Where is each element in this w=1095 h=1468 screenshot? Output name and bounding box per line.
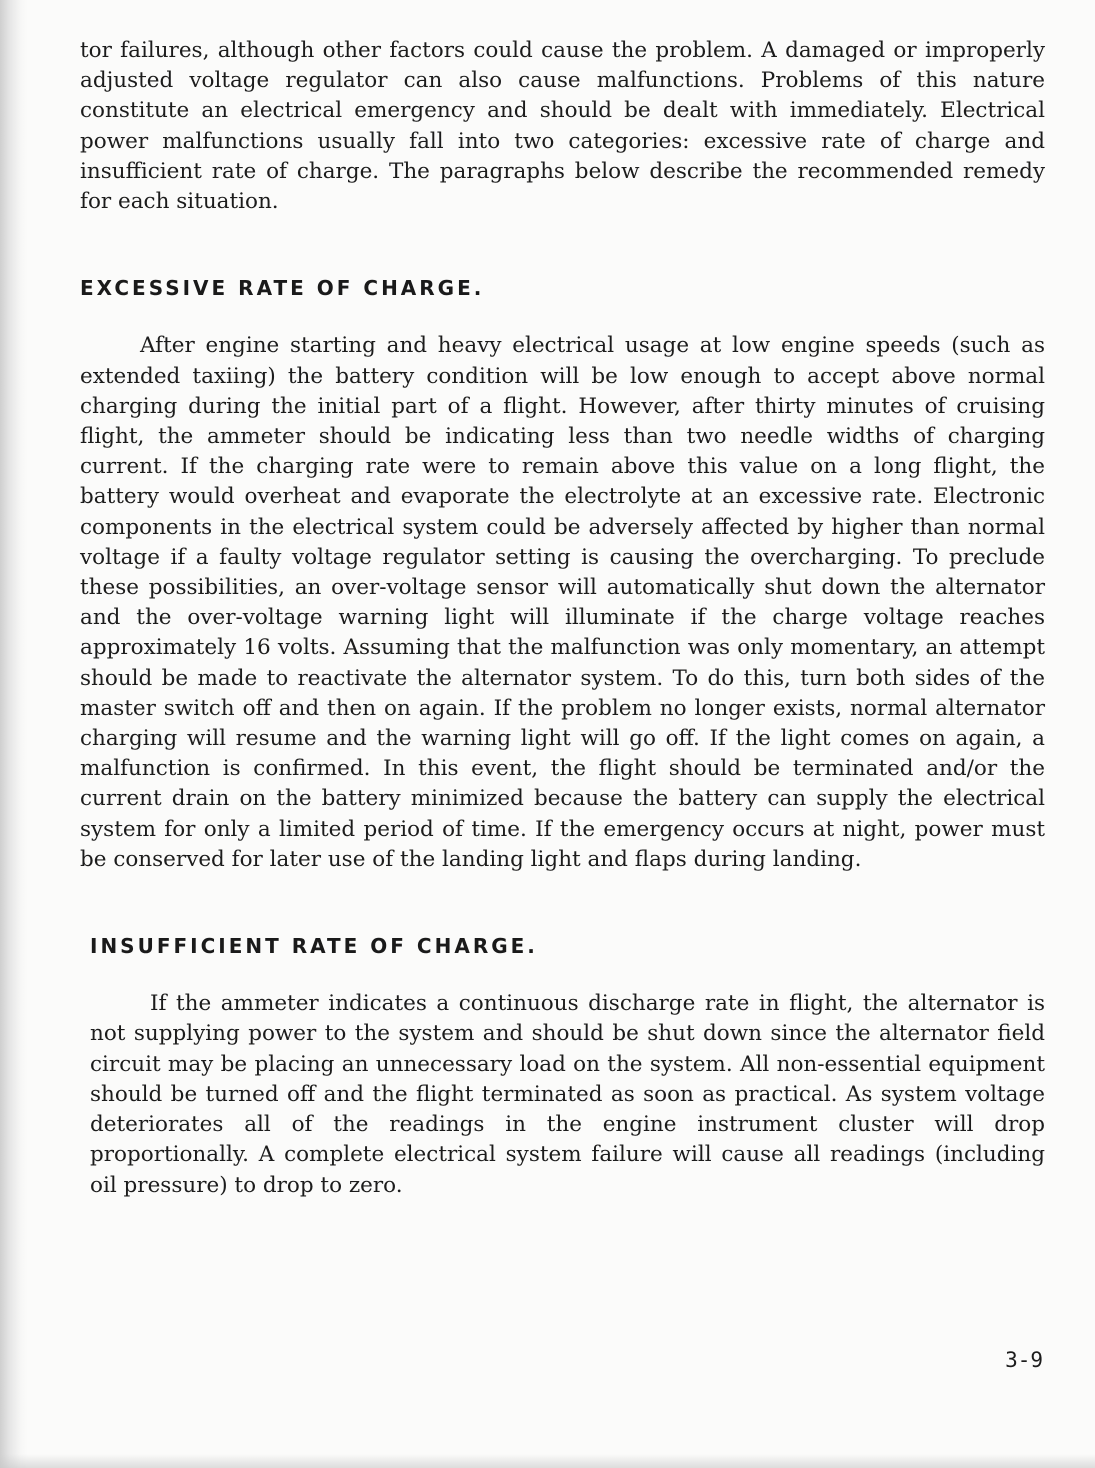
insufficient-charge-paragraph: If the ammeter indicates a continuous discharge rate in flight, the alternator is not supplying power to the system and should be shut down since the alternator field circuit may be placing an unnecessary load on the system. All non-essential equipment should be turned off and the flight terminated as soon as practical. As system voltage deteriorates all of the readings in the engine instrument cluster will drop proportionally. A complete electrical system failure will cause all readings (including oil pressure) to drop to zero. <box>90 991 1045 1198</box>
bottom-edge-shadow <box>0 1454 1095 1468</box>
page-number: 3-9 <box>1005 1348 1043 1372</box>
intro-paragraph: tor failures, although other factors could cause the problem. A damaged or improperly adjusted voltage regulator can also cause malfunctions. Problems of this nature constitute an electrical emergency and should be dealt with immediately. Electrical power malfunctions usually fall into two categories: excessive rate of charge and insufficient rate of charge. The paragraphs below describe the recommended remedy for each situation. <box>80 38 1045 215</box>
section-heading-excessive-charge: EXCESSIVE RATE OF CHARGE. <box>80 276 485 301</box>
section-heading-insufficient-charge: INSUFFICIENT RATE OF CHARGE. <box>90 934 538 959</box>
binding-shadow <box>0 0 28 1468</box>
excessive-charge-paragraph: After engine starting and heavy electrical usage at low engine speeds (such as extended taxiing) the battery condition will be low enough to accept above normal charging during the initial part of a flight. However, after thirty minutes of cruising flight, the ammeter should be indicating less than two needle widths of charging current. If the charging rate were to remain above this value on a long flight, the battery would overheat and evaporate the electrolyte at an excessive rate. Electronic components in the electrical system could be adversely affected by higher than normal voltage if a faulty voltage regulator setting is causing the overcharging. To preclude these possibilities, an over-voltage sensor will automatically shut down the alternator and the over-voltage warning light will illuminate if the charge voltage reaches approximately 16 volts. Assuming that the malfunction was only momentary, an attempt should be made to reactivate the alternator system. To do this, turn both sides of the master switch off and then on again. If the problem no longer exists, normal alternator charging will resume and the warning light will go off. If the light comes on again, a malfunction is confirmed. In this event, the flight should be terminated and/or the current drain on the battery minimized because the battery can supply the electrical system for only a limited period of time. If the emergency occurs at night, power must be conserved for later use of the landing light and flaps during landing. <box>80 333 1045 872</box>
page-content <box>80 36 1045 1201</box>
